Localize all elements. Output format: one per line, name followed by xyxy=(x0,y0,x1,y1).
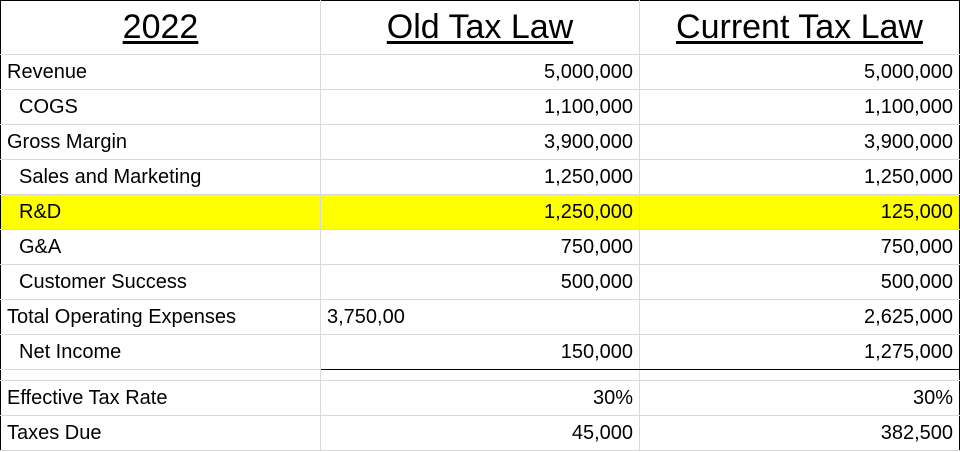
table-row-r-and-d-highlighted xyxy=(1,195,960,230)
current-value-cell[interactable]: 500,000 xyxy=(640,265,960,300)
table-row-total-operating-expenses xyxy=(1,300,960,335)
current-value-cell[interactable]: 125,000 xyxy=(640,195,960,230)
table-row-taxes-due xyxy=(1,416,960,451)
old-value-cell[interactable]: 1,100,000 xyxy=(321,90,640,125)
current-value-cell[interactable]: 1,250,000 xyxy=(640,160,960,195)
table-row-cogs xyxy=(1,90,960,125)
row-label[interactable]: R&D xyxy=(1,195,321,230)
row-label[interactable]: Customer Success xyxy=(1,265,321,300)
header-current-tax-law-cell[interactable]: Current Tax Law xyxy=(640,1,960,55)
old-value-cell[interactable]: 1,250,000 xyxy=(321,195,640,230)
old-value-cell[interactable]: 750,000 xyxy=(321,230,640,265)
old-value-cell[interactable]: 500,000 xyxy=(321,265,640,300)
table-row-revenue xyxy=(1,55,960,90)
row-label[interactable]: Total Operating Expenses xyxy=(1,300,321,335)
current-value-cell[interactable]: 750,000 xyxy=(640,230,960,265)
row-label[interactable]: Revenue xyxy=(1,55,321,90)
old-value-cell[interactable]: 5,000,000 xyxy=(321,55,640,90)
table-row-effective-tax-rate xyxy=(1,381,960,416)
empty-cell[interactable] xyxy=(640,370,960,381)
old-value-cell[interactable]: 150,000 xyxy=(321,335,640,370)
row-label[interactable]: Effective Tax Rate xyxy=(1,381,321,416)
row-label[interactable]: Sales and Marketing xyxy=(1,160,321,195)
table-row-customer-success xyxy=(1,265,960,300)
current-value-cell[interactable]: 1,100,000 xyxy=(640,90,960,125)
row-label[interactable]: Net Income xyxy=(1,335,321,370)
table-row-g-and-a xyxy=(1,230,960,265)
old-value-cell[interactable]: 30% xyxy=(321,381,640,416)
current-value-cell[interactable]: 3,900,000 xyxy=(640,125,960,160)
empty-cell[interactable] xyxy=(321,370,640,381)
current-value-cell[interactable]: 5,000,000 xyxy=(640,55,960,90)
current-value-cell[interactable]: 30% xyxy=(640,381,960,416)
old-value-cell[interactable]: 3,750,00 xyxy=(321,300,640,335)
row-label[interactable]: COGS xyxy=(1,90,321,125)
header-year-cell[interactable]: 2022 xyxy=(1,1,321,55)
row-label[interactable]: Gross Margin xyxy=(1,125,321,160)
table-row-gross-margin xyxy=(1,125,960,160)
header-old-tax-law-cell[interactable]: Old Tax Law xyxy=(321,1,640,55)
current-value-cell[interactable]: 2,625,000 xyxy=(640,300,960,335)
header-row xyxy=(1,1,960,55)
empty-cell[interactable] xyxy=(1,370,321,381)
table-row-sales-and-marketing xyxy=(1,160,960,195)
current-value-cell[interactable]: 382,500 xyxy=(640,416,960,451)
old-value-cell[interactable]: 45,000 xyxy=(321,416,640,451)
table-row-net-income xyxy=(1,335,960,370)
row-label[interactable]: Taxes Due xyxy=(1,416,321,451)
row-label[interactable]: G&A xyxy=(1,230,321,265)
spacer-row xyxy=(1,370,960,381)
old-value-cell[interactable]: 1,250,000 xyxy=(321,160,640,195)
old-value-cell[interactable]: 3,900,000 xyxy=(321,125,640,160)
current-value-cell[interactable]: 1,275,000 xyxy=(640,335,960,370)
